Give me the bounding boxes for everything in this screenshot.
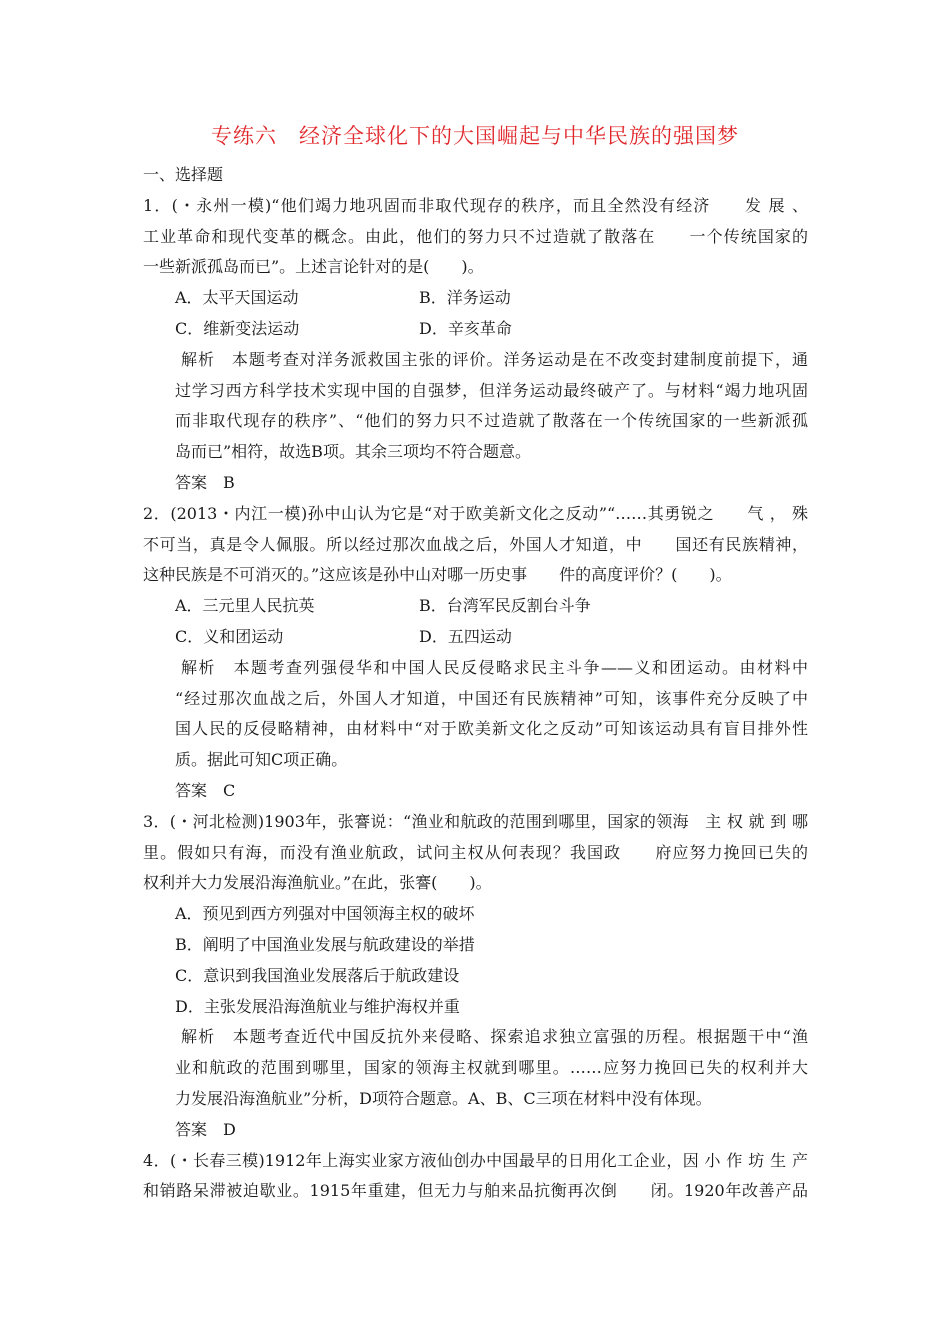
question-stem-line: 不可当，真是令人佩服。所以经过那次血战之后，外国人才知道，中 国还有民族精神，	[143, 534, 808, 554]
question-3	[143, 807, 808, 1146]
answer: 答案 C	[175, 780, 236, 800]
option-a: A．预见到西方列强对中国领海主权的破坏	[175, 904, 475, 924]
option-b: B．洋务运动	[419, 288, 511, 308]
question-stem-line: 3．(・河北检测)1903年，张謇说：“渔业和航政的范围到哪里，国家的领海 主 权 就 到 哪	[143, 811, 808, 831]
question-stem-line: 里。假如只有海，而没有渔业航政，试问主权从何表现？我国政 府应努力挽回已失的	[143, 842, 808, 862]
answer: 答案 B	[175, 472, 235, 492]
analysis-line: 过学习西方科学技术实现中国的自强梦，但洋务运动最终破产了。与材料“竭力地巩固	[175, 380, 808, 400]
option-c: C．义和团运动	[175, 626, 284, 646]
option-row	[143, 622, 808, 653]
question-stem-line: 1．(・永州一模)“他们竭力地巩固而非取代现存的秩序，而且全然没有经济 发 展 、	[143, 195, 808, 215]
question-stem-line: 这种民族是不可消灭的。”这应该是孙中山对哪一历史事 件的高度评价？( )。	[143, 565, 732, 585]
analysis-line: 业和航政的范围到哪里，国家的领海主权就到哪里。……应努力挽回已失的权利并大	[175, 1058, 808, 1078]
section-heading: 一、选择题	[143, 165, 224, 184]
option-d: D．主张发展沿海渔航业与维护海权并重	[175, 996, 460, 1016]
option-a: A．太平天国运动	[175, 288, 299, 308]
option-row	[143, 283, 808, 314]
question-stem-line: 权利并大力发展沿海渔航业。”在此，张謇( )。	[143, 873, 492, 893]
question-stem-line: 工业革命和现代变革的概念。由此，他们的努力只不过造就了散落在 一个传统国家的	[143, 226, 808, 246]
question-2	[143, 499, 808, 807]
question-stem-line: 和销路呆滞被迫歇业。1915年重建，但无力与舶来品抗衡再次倒 闭。1920年改善产品	[143, 1181, 808, 1201]
analysis-line: 解析 本题考查对洋务派救国主张的评价。洋务运动是在不改变封建制度前提下，通	[181, 349, 808, 369]
analysis-line: 而非取代现存的秩序”、“他们的努力只不过造就了散落在一个传统国家的一些新派孤	[175, 411, 808, 431]
option-d: D．辛亥革命	[419, 318, 512, 338]
question-stem-line: 一些新派孤岛而已”。上述言论针对的是( )。	[143, 257, 484, 277]
document-body	[143, 160, 808, 1207]
option-row	[143, 591, 808, 622]
analysis-line: 岛而已”相符，故选B项。其余三项均不符合题意。	[175, 442, 531, 462]
page-title: 专练六 经济全球化下的大国崛起与中华民族的强国梦	[211, 124, 739, 148]
analysis-line: 解析 本题考查列强侵华和中国人民反侵略求民主斗争——义和团运动。由材料中	[181, 657, 808, 677]
analysis-line: 力发展沿海渔航业”分析，D项符合题意。A、B、C三项在材料中没有体现。	[175, 1088, 712, 1108]
option-a: A．三元里人民抗英	[175, 596, 315, 616]
option-c: C．意识到我国渔业发展落后于航政建设	[175, 965, 460, 985]
question-4	[143, 1146, 808, 1208]
answer: 答案 D	[175, 1119, 236, 1139]
option-b: B．台湾军民反割台斗争	[419, 596, 591, 616]
option-d: D．五四运动	[419, 626, 512, 646]
analysis-line: 国人民的反侵略精神，由材料中“对于欧美新文化之反动”可知该运动具有盲目排外性	[175, 719, 808, 739]
option-row	[143, 314, 808, 345]
analysis-line: 质。据此可知C项正确。	[175, 750, 348, 770]
option-c: C．维新变法运动	[175, 318, 300, 338]
question-stem-line: 4．(・长春三模)1912年上海实业家方液仙创办中国最早的日用化工企业，因 小 作 坊 生 产	[143, 1150, 808, 1170]
question-stem-line: 2．(2013・内江一模)孙中山认为它是“对于欧美新文化之反动”“……其勇锐之 气 ， 殊	[143, 503, 808, 523]
analysis-line: 解析 本题考查近代中国反抗外来侵略、探索追求独立富强的历程。根据题干中“渔	[181, 1027, 808, 1047]
analysis-line: “经过那次血战之后，外国人才知道，中国还有民族精神”可知，该事件充分反映了中	[175, 688, 808, 708]
question-1	[143, 191, 808, 499]
option-b: B．阐明了中国渔业发展与航政建设的举措	[175, 934, 475, 954]
